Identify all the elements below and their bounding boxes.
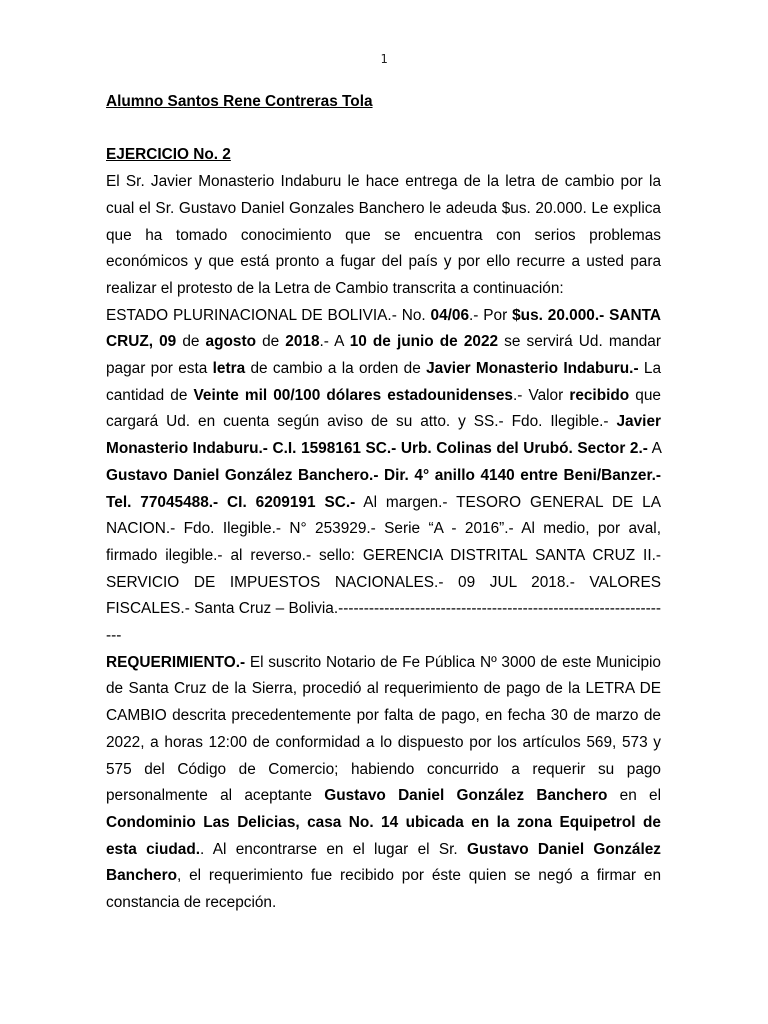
exercise-statement: El Sr. Javier Monasterio Indaburu le hace entrega de la letra de cambio por la cual el Sr. Gustavo Daniel Gonzales Banchero le adeuda $us. 20.000. Le explica que ha tomado conocimiento que se encuentra con serios problemas económicos y que está pronto a fugar del país y por ello recurre a usted para realizar el protesto de la Letra de Cambio transcrita a continuación: (106, 173, 661, 297)
bill-of-exchange-transcript: ESTADO PLURINACIONAL DE BOLIVIA.- No. 04/06.- Por $us. 20.000.- SANTA CRUZ, 09 de agosto de 2018.- A 10 de junio de 2022 se servirá Ud. mandar pagar por esta letra de cambio a la orden de Javier Monasterio Indaburu.- La cantidad de Veinte mil 00/100 dólares estadounidenses.- Valor recibido que cargará Ud. en cuenta según aviso de su atto. y SS.- Fdo. Ilegible.- Javier Monasterio Indaburu.- C.I. 1598161 SC.- Urb. Colinas del Urubó. Sector 2.- A Gustavo Daniel González Banchero.- Dir. 4° anillo 4140 entre Beni/Banzer.- Tel. 77045488.- CI. 6209191 SC.- Al margen.- TESORO GENERAL DE LA NACION.- Fdo. Ilegible.- N° 253929.- Serie “A - 2016”.- Al medio, por aval, firmado ilegible.- al reverso.- sello: GERENCIA DISTRITAL SANTA CRUZ II.- SERVICIO DE IMPUESTOS NACIONALES.- 09 JUL 2018.- VALORES FISCALES.- Santa Cruz – Bolivia.------------------------------------------------------------------ (106, 306, 662, 645)
student-name-heading: Alumno Santos Rene Contreras Tola (106, 93, 373, 110)
page-number: 1 (380, 52, 388, 66)
document-body (106, 89, 661, 917)
requerimiento-paragraph: REQUERIMIENTO.- El suscrito Notario de Fe Pública Nº 3000 de este Municipio de Santa Cruz de la Sierra, procedió al requerimiento de pago de la LETRA DE CAMBIO descrita precedentemente por falta de pago, en fecha 30 de marzo de 2022, a horas 12:00 de conformidad a lo dispuesto por los artículos 569, 573 y 575 del Código de Comercio; habiendo concurrido a requerir su pago personalmente al aceptante Gustavo Daniel González Banchero en el Condominio Las Delicias, casa No. 14 ubicada en la zona Equipetrol de esta ciudad.. Al encontrarse en el lugar el Sr. Gustavo Daniel González Banchero, el requerimiento fue recibido por éste quien se negó a firmar en constancia de recepción. (106, 653, 662, 912)
exercise-title: EJERCICIO No. 2 (106, 146, 231, 164)
blank-line (106, 116, 661, 143)
